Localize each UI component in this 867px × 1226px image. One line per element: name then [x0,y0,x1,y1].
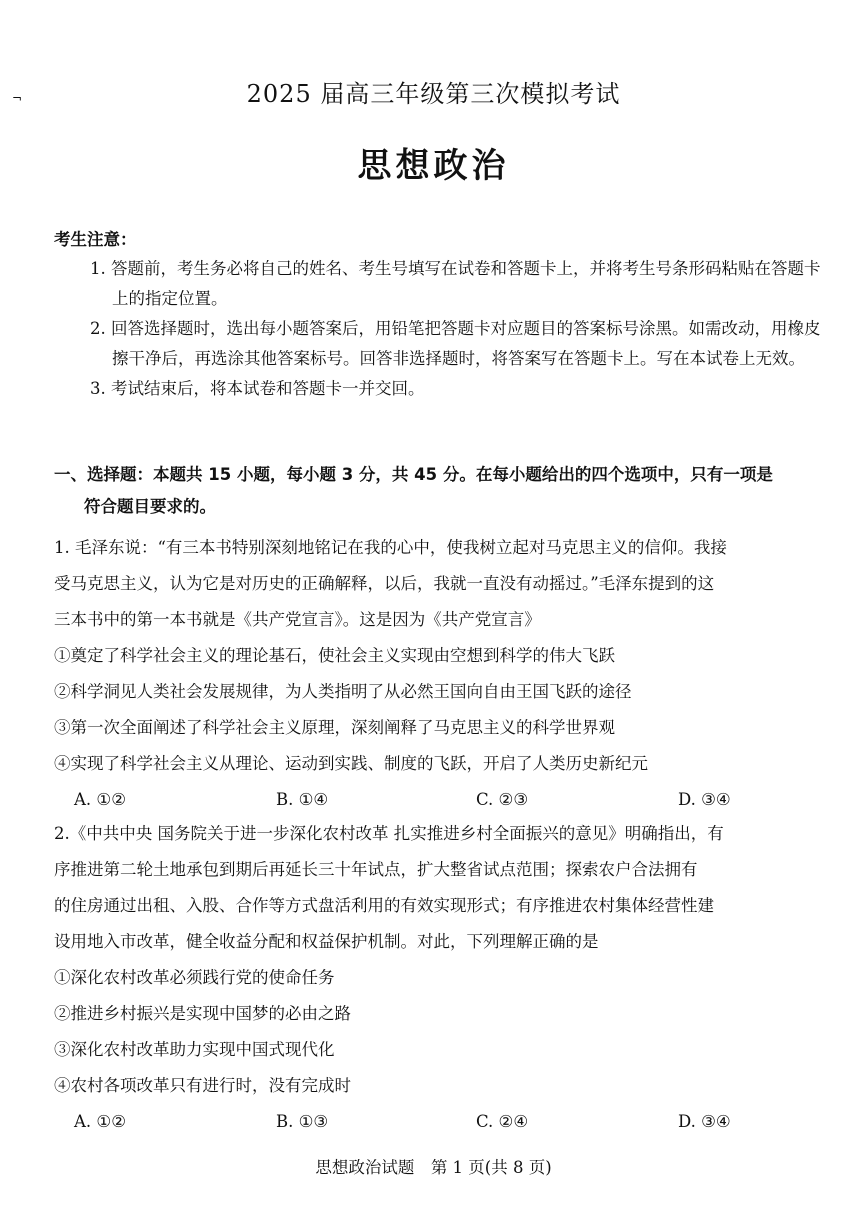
question-2-stem-line: 序推进第二轮土地承包到期后再延长三十年试点，扩大整省试点范围；探索农户合法拥有 [54,860,698,879]
question-2-option-d[interactable]: D. ③④ [678,1112,731,1131]
question-2 [54,816,824,1140]
section-heading-line-1: 一、选择题：本题共 15 小题，每小题 3 分，共 45 分。在每小题给出的四个选项中，只有一项是 [54,465,773,484]
question-2-statement-2: ②推进乡村振兴是实现中国梦的必由之路 [54,1004,351,1023]
question-1-option-a[interactable]: A. ①② [74,790,126,809]
section-heading [54,459,824,523]
question-2-statement-1: ①深化农村改革必须践行党的使命任务 [54,968,335,987]
question-2-statement-4: ④农村各项改革只有进行时，没有完成时 [54,1076,351,1095]
question-1-statement-2: ②科学洞见人类社会发展规律，为人类指明了从必然王国向自由王国飞跃的途径 [54,682,632,701]
notice-item-3: 3. 考试结束后，将本试卷和答题卡一并交回。 [90,379,425,398]
section-heading-line-2: 符合题目要求的。 [84,497,216,516]
question-2-stem [54,816,824,960]
question-2-stem-line: 2.《中共中央 国务院关于进一步深化农村改革 扎实推进乡村全面振兴的意见》明确指出，有 [54,824,724,843]
question-2-option-c[interactable]: C. ②④ [476,1112,529,1131]
subject-title: 思想政治 [357,146,510,186]
question-2-option-a[interactable]: A. ①② [74,1112,126,1131]
question-1-option-b[interactable]: B. ①④ [276,790,329,809]
question-2-option-b[interactable]: B. ①③ [276,1112,329,1131]
question-1-option-c[interactable]: C. ②③ [476,790,529,809]
notice-heading: 考生注意： [54,230,137,249]
notice-item-2: 2. 回答选择题时，选出每小题答案后，用铅笔把答题卡对应题目的答案标号涂黑。如需改动，用橡皮擦干净后，再选涂其他答案标号。回答非选择题时，将答案写在答题卡上。写在本试卷上无效。 [90,319,821,368]
question-1-stem-line: 1. 毛泽东说：“有三本书特别深刻地铭记在我的心中，使我树立起对马克思主义的信仰。我接 [54,538,727,557]
question-2-options [54,1104,824,1140]
exam-notice [54,228,824,404]
question-1-statement-1: ①奠定了科学社会主义的理论基石，使社会主义实现由空想到科学的伟大飞跃 [54,646,615,665]
question-1 [54,530,824,818]
corner-mark: ¬ [12,91,23,105]
question-1-options [54,782,824,818]
question-2-stem-line: 设用地入市改革，健全收益分配和权益保护机制。对此，下列理解正确的是 [54,932,599,951]
question-1-stem [54,530,824,638]
question-2-stem-line: 的住房通过出租、入股、合作等方式盘活利用的有效实现形式；有序推进农村集体经营性建 [54,896,714,915]
question-2-statement-3: ③深化农村改革助力实现中国式现代化 [54,1040,335,1059]
page-footer: 思想政治试题 第 1 页(共 8 页) [315,1158,552,1177]
question-1-statement-4: ④实现了科学社会主义从理论、运动到实践、制度的飞跃，开启了人类历史新纪元 [54,754,648,773]
question-1-statement-3: ③第一次全面阐述了科学社会主义原理，深刻阐释了马克思主义的科学世界观 [54,718,615,737]
notice-item-1: 1. 答题前，考生务必将自己的姓名、考生号填写在试卷和答题卡上，并将考生号条形码粘贴在答题卡上的指定位置。 [90,259,821,308]
exam-title: 2025 届高三年级第三次模拟考试 [246,80,621,108]
question-1-stem-line: 三本书中的第一本书就是《共产党宣言》。这是因为《共产党宣言》 [54,610,541,629]
question-1-stem-line: 受马克思主义，认为它是对历史的正确解释，以后，我就一直没有动摇过。”毛泽东提到的这 [54,574,715,593]
question-1-option-d[interactable]: D. ③④ [678,790,731,809]
